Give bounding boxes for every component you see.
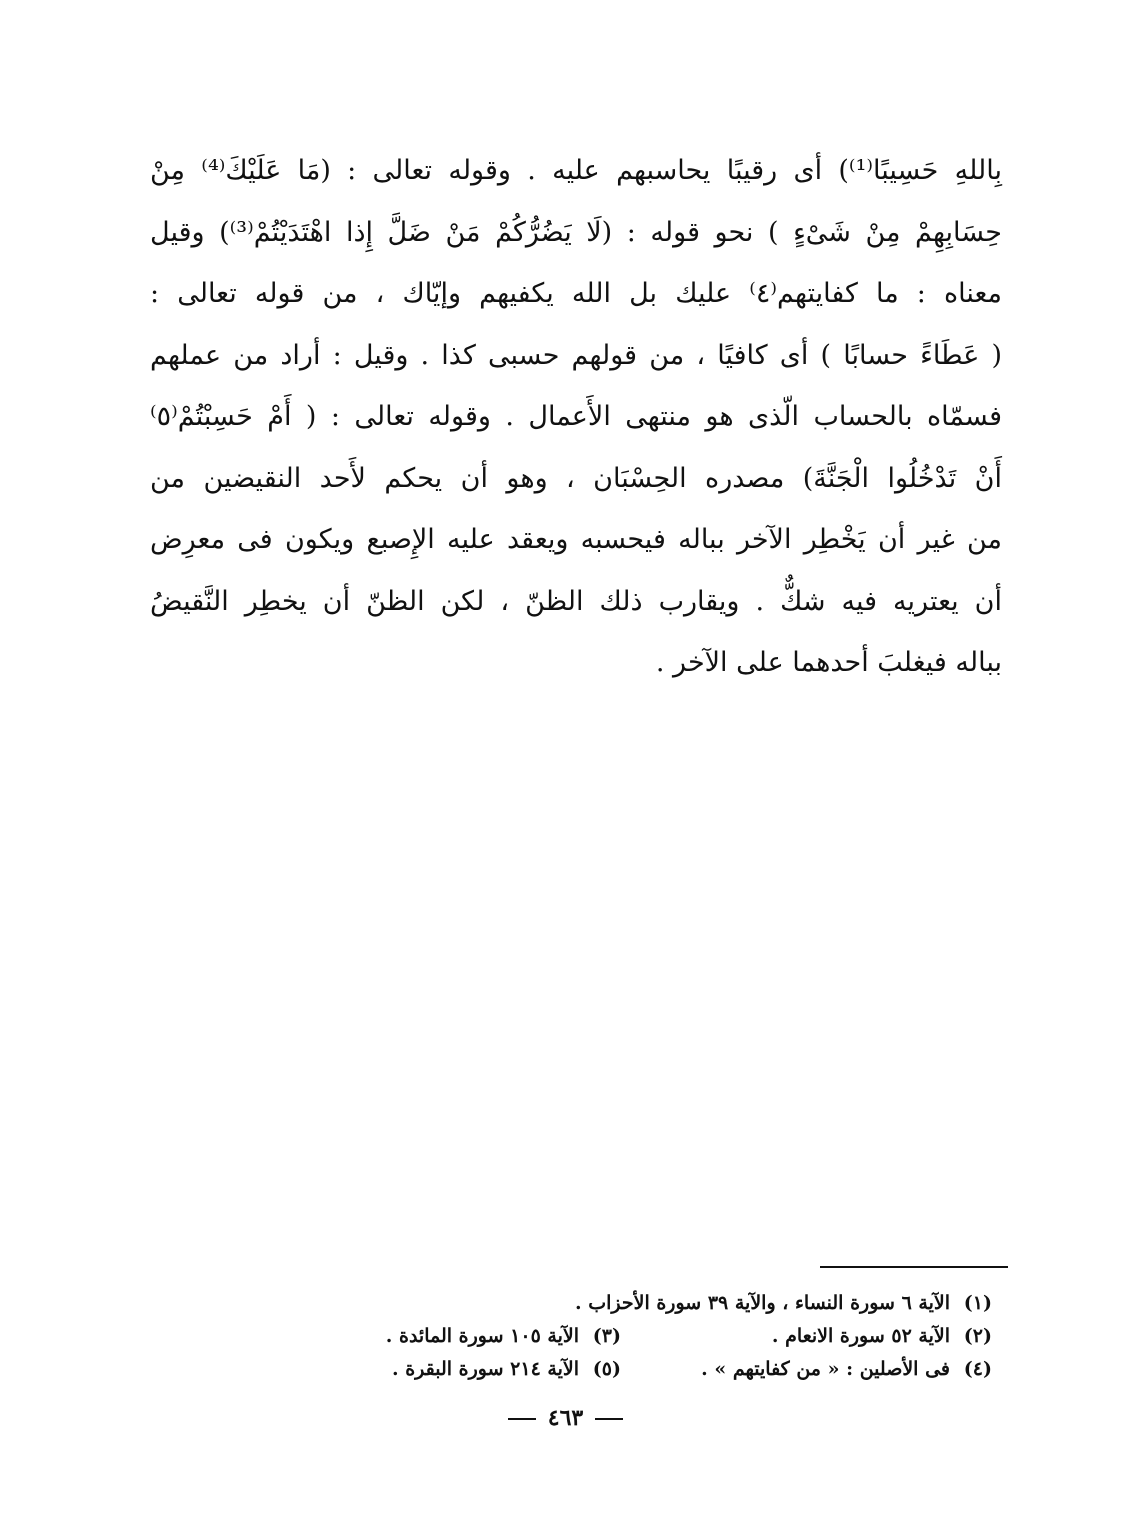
- footnote-number: (٥): [592, 1358, 621, 1380]
- footnote-text: الآية ٥٢ سورة الانعام .: [771, 1325, 950, 1347]
- footnote-number: (٤): [963, 1358, 992, 1380]
- footnote-text: الآية ٦ سورة النساء ، والآية ٣٩ سورة الأحزاب .: [574, 1292, 950, 1314]
- footnote-1: [250, 1287, 992, 1320]
- text-line: بباله فيغلبَ أحدهما على الآخر .: [655, 647, 1002, 678]
- footnote-number: (٢): [963, 1325, 992, 1347]
- footnote-text: فى الأصلين : « من كفايتهم » .: [701, 1358, 950, 1380]
- text-line: ( عَطَاءً حسابًا ) أى كافيًا ، من قولهم حسبى كذا . وقيل : أراد من عملهم: [150, 339, 1002, 371]
- footnote-text: الآية ١٠٥ سورة المائدة .: [385, 1325, 579, 1347]
- main-text: [150, 140, 1002, 694]
- text-line: أن يعتريه فيه شكٌّ . ويقارب ذلك الظنّ ، لكن الظنّ أن يخطِر النَّقيضُ: [150, 585, 1002, 617]
- footnote-number: (١): [963, 1292, 992, 1314]
- footnotes: [250, 1287, 992, 1386]
- footnote-text: الآية ٢١٤ سورة البقرة .: [391, 1358, 579, 1380]
- text-line: أَنْ تَدْخُلُوا الْجَنَّةَ) مصدره الحِسْبَان ، وهو أن يحكم لأَحد النقيضين من: [150, 462, 1002, 494]
- page-number: ٤٦٣: [547, 1405, 584, 1431]
- dash-left: [595, 1418, 623, 1420]
- dash-right: [508, 1418, 536, 1420]
- footnote-row: [250, 1287, 992, 1320]
- text-line: من غير أن يَخْطِر الآخر بباله فيحسبه ويعقد عليه الإِصبع ويكون فى معرِض: [150, 524, 1002, 555]
- footnote-row: [250, 1320, 992, 1353]
- footnote-2: [621, 1320, 992, 1353]
- footnote-number: (٣): [592, 1325, 621, 1347]
- footnote-3: [250, 1320, 621, 1353]
- text-line: حِسَابِهِمْ مِنْ شَىْءٍ ) نحو قوله : (لَا يَضُرُّكُمْ مَنْ ضَلَّ إِذا اهْتَدَيْتُمْ⁽³⁾) وقيل: [150, 216, 1002, 248]
- footnote-row: [250, 1353, 992, 1386]
- footnote-divider: [820, 1266, 1008, 1268]
- text-line: فسمّاه بالحساب الّذى هو منتهى الأَعمال . وقوله تعالى : ( أَمْ حَسِبْتُمْ⁽٥⁾: [150, 401, 1002, 432]
- text-line: بِاللهِ حَسِيبًا⁽¹⁾) أى رقيبًا يحاسبهم عليه . وقوله تعالى : (مَا عَلَيْكَ⁽⁴⁾ مِنْ: [150, 155, 1002, 186]
- text-line: معناه : ما كفايتهم⁽٤⁾ عليك بل الله يكفيهم وإيّاك ، من قوله تعالى :: [150, 278, 1002, 309]
- page-number-line: [0, 1405, 1131, 1431]
- footnote-4: [621, 1353, 992, 1386]
- footnote-5: [250, 1353, 621, 1386]
